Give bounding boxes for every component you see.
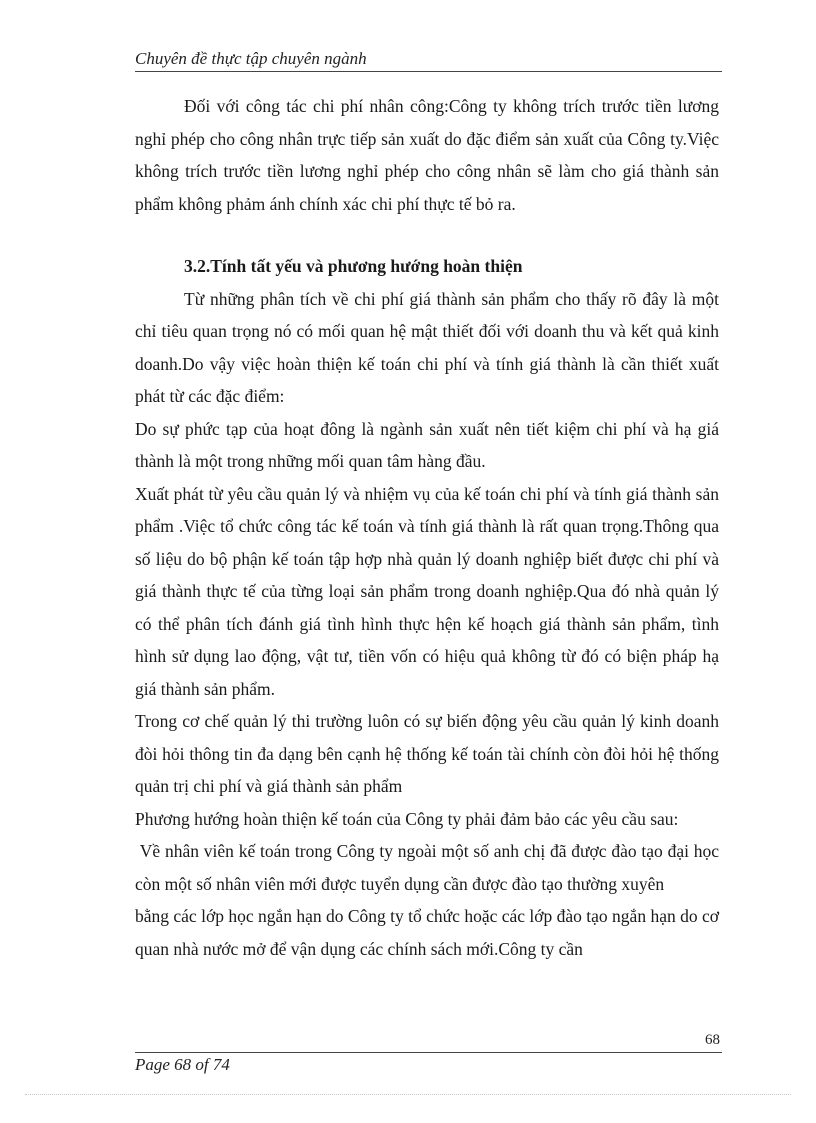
paragraph-improvement-direction: Phương hướng hoàn thiện kế toán của Công ty phải đảm bảo các yêu cầu sau: [135,808,679,829]
paragraph-market-mechanism: Trong cơ chế quản lý thi trường luôn có sự biến động yêu cầu quản lý kinh doanh đòi hỏi thông tin đa dạng bên cạnh hệ thống kế toán tài chính còn đòi hỏi hệ thống quản trị chi phí và giá thành sản phẩm [135,711,719,796]
page-number: 68 [705,1032,720,1048]
footer-divider [135,1052,722,1053]
section-heading: 3.2.Tính tất yếu và phương hướng hoàn thiện [184,256,523,276]
paragraph-training: bằng các lớp học ngắn hạn do Công ty tổ chức hoặc các lớp đào tạo ngắn hạn do cơ quan nhà nước mở để vận dụng các chính sách mới.Công ty cần [135,906,719,959]
page-boundary [25,1094,791,1095]
paragraph-analysis: Từ những phân tích về chi phí giá thành sản phẩm cho thấy rõ đây là một chỉ tiêu quan trọng nó có mối quan hệ mật thiết đối với doanh thu và kết quả kinh doanh.Do vậy việc hoàn thiện kế toán chi phí và tính giá thành là cần thiết xuất phát từ các đặc điểm: [135,288,719,406]
page-count-label: Page 68 of 74 [135,1055,230,1074]
paragraph-complexity: Do sự phức tạp của hoạt đông là ngành sản xuất nên tiết kiệm chi phí và hạ giá thành là một trong những mối quan tâm hàng đầu. [135,418,719,471]
paragraph-labor-cost: Đối với công tác chi phí nhân công:Công ty không trích trước tiền lương nghỉ phép cho công nhân trực tiếp sản xuất do đặc điểm sản xuất của Công ty.Việc không trích trước tiền lương nghỉ phép cho công nhân sẽ làm cho giá thành sản phẩm không phảm ánh chính xác chi phí thực tế bỏ ra. [135,96,719,214]
paragraph-management-requirements: Xuất phát từ yêu cầu quản lý và nhiệm vụ của kế toán chi phí và tính giá thành sản phẩm .Việc tổ chức công tác kế toán và tính giá thành là rất quan trọng.Thông qua số liệu do bộ phận kế toán tập hợp nhà quản lý doanh nghiệp biết được chi phí và giá thành thực tế của từng loại sản phẩm trong doanh nghiệp.Qua đó nhà quản lý có thể phân tích đánh giá tình hình thực hện kế hoạch giá thành sản phẩm, tình hình sử dụng lao động, vật tư, tiền vốn có hiệu quả không từ đó có biện pháp hạ giá thành sản phẩm. [135,483,719,699]
paragraph-spacer [135,220,719,250]
paragraph-staff: Về nhân viên kế toán trong Công ty ngoài một số anh chị đã được đào tạo đại học còn một số nhân viên mới được tuyển dụng cần được đào tạo thường xuyên [135,841,724,894]
document-body [135,90,724,965]
running-header: Chuyên đề thực tập chuyên ngành [135,49,367,68]
header-divider [135,71,722,72]
